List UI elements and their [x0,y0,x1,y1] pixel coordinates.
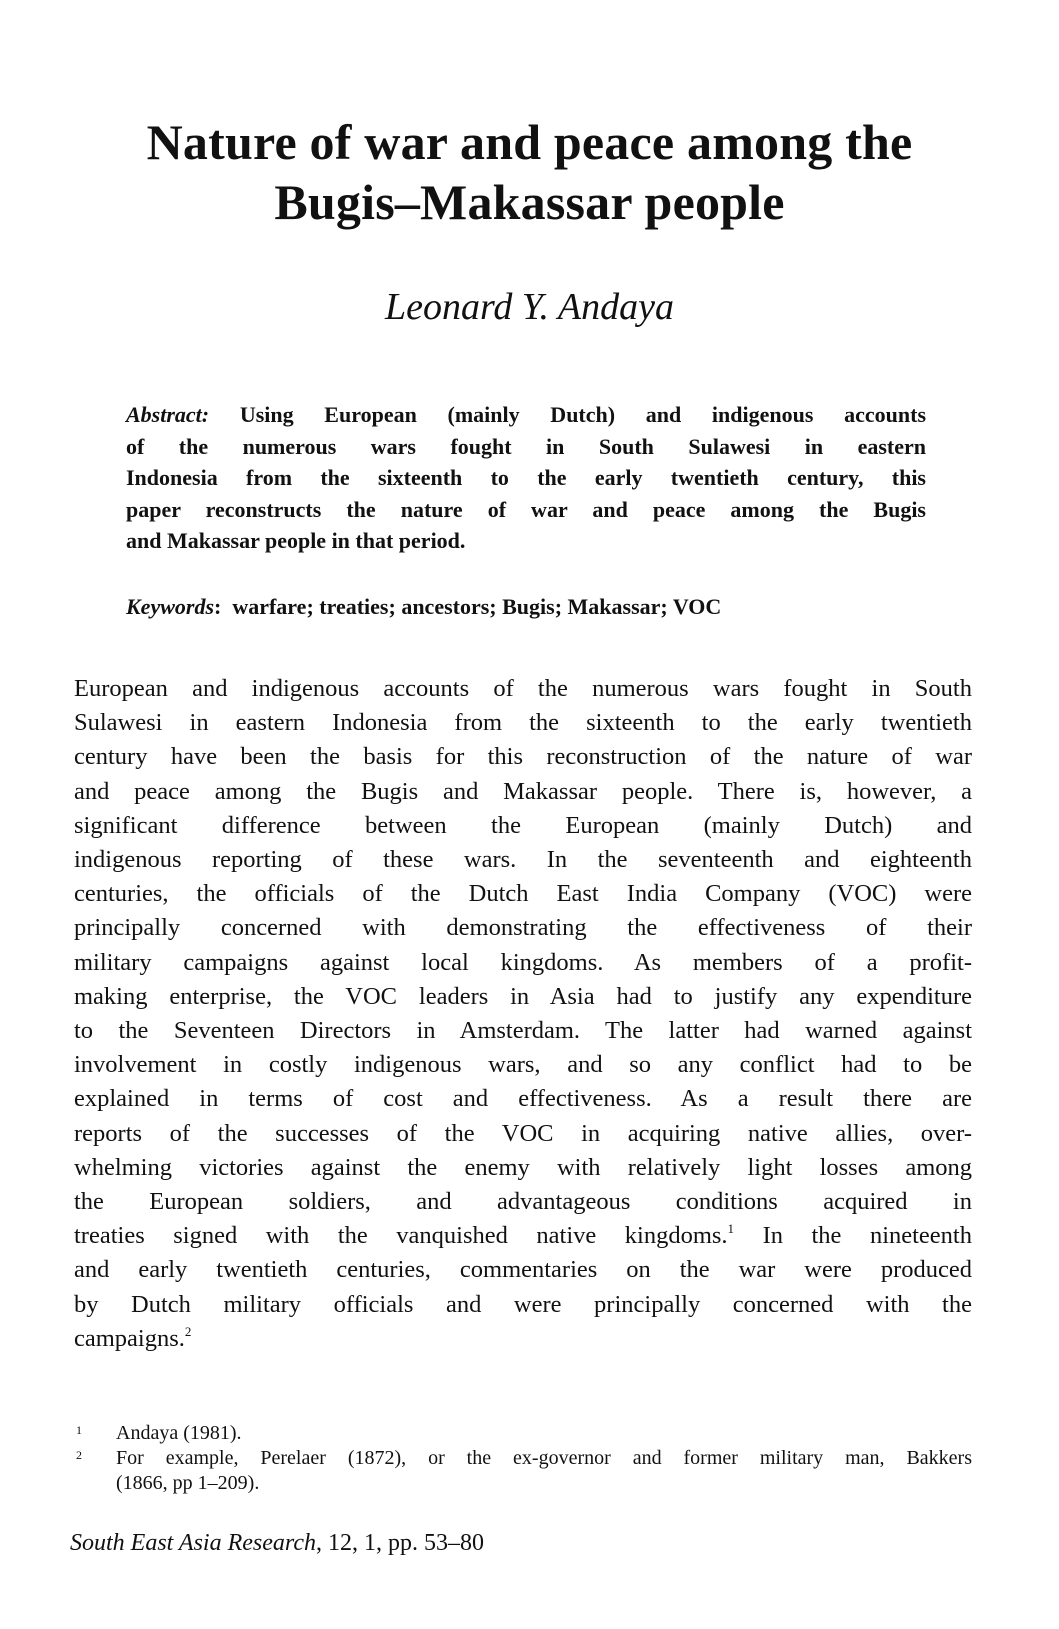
body-line: Sulawesi in eastern Indonesia from the sixteenth to the early twentieth [74,709,972,737]
body-line: and early twentieth centuries, commentaries on the war were produced [74,1256,972,1284]
abstract-line: of the numerous wars fought in South Sulawesi in eastern [126,433,926,459]
journal-details: , 12, 1, pp. 53–80 [315,1530,484,1556]
body-line: reports of the successes of the VOC in acquiring native allies, over- [74,1119,972,1147]
abstract-label: Abstract: [126,402,210,427]
body-line: European and indigenous accounts of the numerous wars fought in South [74,675,972,702]
body-line: the European soldiers, and advantageous conditions acquired in [74,1188,972,1216]
journal-citation [70,1528,484,1558]
keywords-colon: : [214,594,222,619]
body-line: significant difference between the European (mainly Dutch) and [74,811,972,839]
body-line: involvement in costly indigenous wars, and so any conflict had to be [74,1051,972,1079]
body-line: and peace among the Bugis and Makassar people. There is, however, a [74,777,972,805]
body-line: making enterprise, the VOC leaders in Asia had to justify any expenditure [74,982,972,1010]
abstract-line: Indonesia from the sixteenth to the early twentieth century, this [126,465,926,490]
body-line: to the Seventeen Directors in Amsterdam. The latter had warned against [74,1017,972,1045]
title-line-2: Bugis–Makassar people [274,174,785,230]
body-line: by Dutch military officials and were principally concerned with the [74,1290,972,1318]
body-line: treaties signed with the vanquished native kingdoms.$^1$ In the nineteenth [74,1221,972,1250]
body-paragraph [74,672,972,1356]
abstract-line: Abstract: Using European (mainly Dutch) and indigenous accounts [126,402,926,427]
footnote-text: Andaya (1981). [116,1422,242,1444]
keywords [126,592,926,622]
journal-name: South East Asia Research [70,1530,316,1556]
body-line: whelming victories against the enemy with relatively light losses among [74,1153,972,1181]
footnote-number: 2 [76,1448,82,1462]
body-line: campaigns.$^2$ [74,1323,192,1352]
abstract [126,399,926,557]
abstract-line: and Makassar people in that period. [126,528,466,553]
footnote-text-line: (1866, pp 1–209). [116,1472,260,1494]
keywords-list: warfare; treaties; ancestors; Bugis; Makassar; VOC [221,594,722,619]
title-line-1: Nature of war and peace among the [146,114,913,170]
footnote-ref-1[interactable]: 1 [727,1221,735,1237]
body-line: indigenous reporting of these wars. In the seventeenth and eighteenth [74,846,972,874]
abstract-line: paper reconstructs the nature of war and peace among the Bugis [126,496,926,522]
footnote-1 [74,1421,972,1446]
footnote-2 [74,1446,972,1496]
footnote-number: 1 [76,1423,82,1437]
author-name: Leonard Y. Andaya [385,286,674,328]
keywords-label: Keywords [126,594,214,619]
paper-title [0,112,1059,232]
footnote-text-line: For example, Perelaer (1872), or the ex-governor and former military man, Bakkers [116,1447,972,1469]
body-line: principally concerned with demonstrating the effectiveness of their [74,914,972,942]
body-line: military campaigns against local kingdoms. As members of a profit- [74,948,972,976]
body-line: century have been the basis for this reconstruction of the nature of war [74,743,972,771]
footnotes [74,1421,972,1496]
body-line: centuries, the officials of the Dutch East India Company (VOC) were [74,880,972,908]
footnote-ref-2[interactable]: 2 [184,1323,192,1339]
body-line: explained in terms of cost and effectiveness. As a result there are [74,1085,972,1113]
